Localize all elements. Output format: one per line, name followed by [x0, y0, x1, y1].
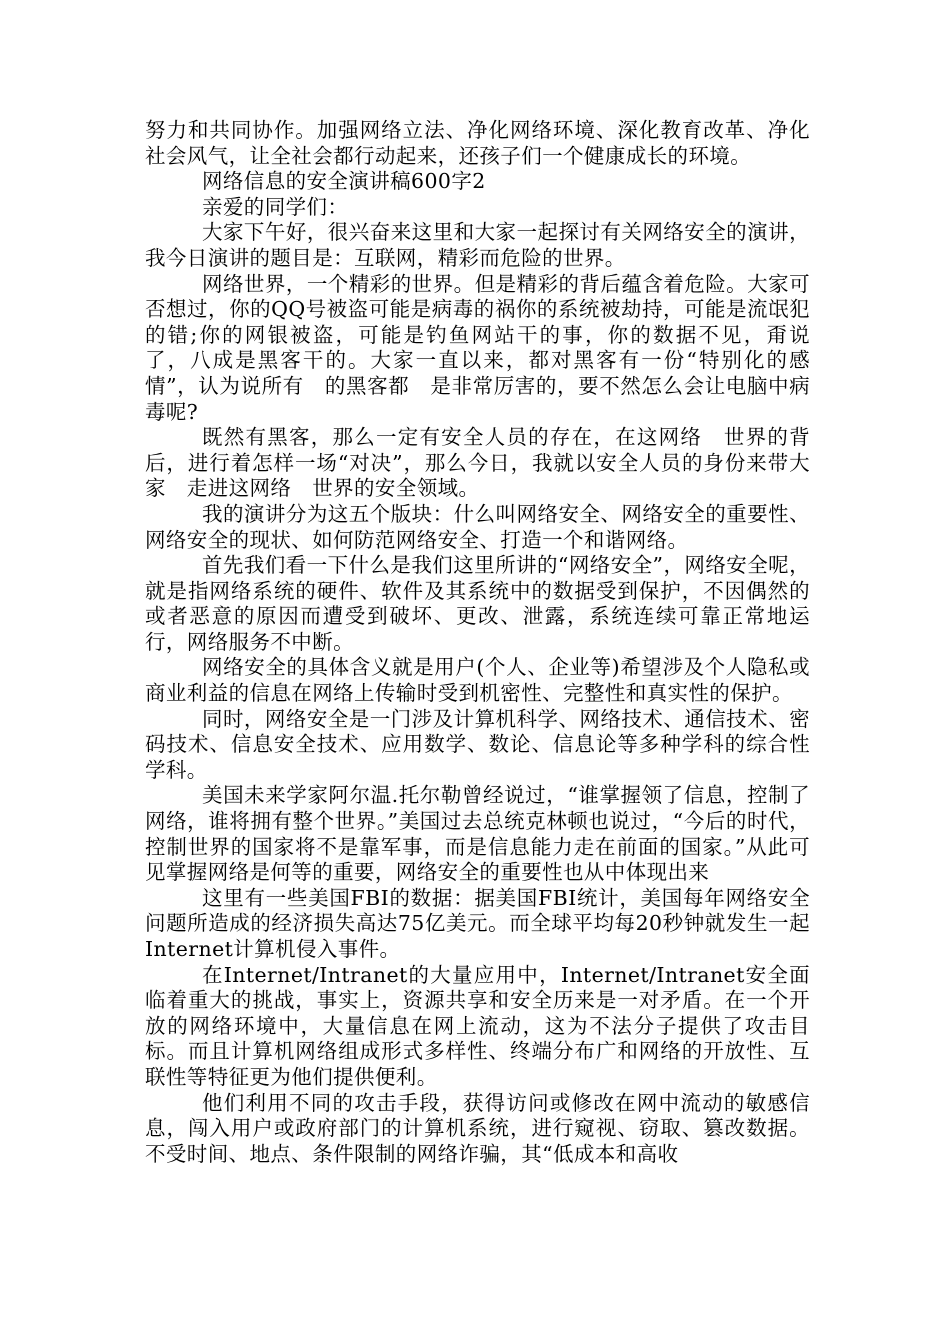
paragraph: 在Internet/Intranet的大量应用中，Internet/Intranet安全面临着重大的挑战，事实上，资源共享和安全历来是一对矛盾。在一个开放的网络环境中，大量信息在网上流动，这为不法分子提供了攻击目标。而且计算机网络组成形式多样性、终端分布广和网络的开放性、互联性等特征更为他们提供便利。 [145, 962, 810, 1089]
salutation: 亲爱的同学们： [202, 194, 349, 219]
document-page [145, 118, 831, 1167]
paragraph: 大家下午好，很兴奋来这里和大家一起探讨有关网络安全的演讲，我今日演讲的题目是：互联网，精彩而危险的世界。 [145, 220, 810, 270]
paragraph: 他们利用不同的攻击手段，获得访问或修改在网中流动的敏感信息，闯入用户或政府部门的计算机系统，进行窥视、窃取、篡改数据。不受时间、地点、条件限制的网络诈骗，其“低成本和高收 [145, 1090, 810, 1166]
paragraph: 美国未来学家阿尔温.托尔勒曾经说过，“谁掌握领了信息，控制了网络，谁将拥有整个世界。”美国过去总统克林顿也说过，“今后的时代，控制世界的国家将不是靠军事，而是信息能力走在前面的国家。”从此可见掌握网络是何等的重要，网络安全的重要性也从中体现出来 [145, 783, 810, 885]
paragraph: 既然有黑客，那么一定有安全人员的存在，在这网络 世界的背后，进行着怎样一场“对决”，那么今日，我就以安全人员的身份来带大家 走进这网络 世界的安全领域。 [145, 425, 810, 501]
paragraph-continuation: 努力和共同协作。加强网络立法、净化网络环境、深化教育改革、净化社会风气，让全社会都行动起来，还孩子们一个健康成长的环境。 [145, 118, 810, 168]
section-heading: 网络信息的安全演讲稿600字2 [202, 169, 486, 194]
paragraph: 这里有一些美国FBI的数据：据美国FBI统计，美国每年网络安全问题所造成的经济损失高达75亿美元。而全球平均每20秒钟就发生一起Internet计算机侵入事件。 [145, 885, 810, 961]
paragraph: 网络世界，一个精彩的世界。但是精彩的背后蕴含着危险。大家可否想过，你的QQ号被盗可能是病毒的祸你的系统被劫持，可能是流氓犯的错;你的网银被盗，可能是钓鱼网站干的事，你的数据不见，甭说 了，八成是黑客干的。大家一直以来，都对黑客有一份“特别化的感情”，认为说所有 的黑客都 是非常厉害的，要不然怎么会让电脑中病毒呢? [145, 271, 831, 424]
paragraph: 网络安全的具体含义就是用户(个人、企业等)希望涉及个人隐私或商业利益的信息在网络上传输时受到机密性、完整性和真实性的保护。 [145, 655, 810, 706]
paragraph: 首先我们看一下什么是我们这里所讲的“网络安全”，网络安全呢，就是指网络系统的硬件、软件及其系统中的数据受到保护，不因偶然的或者恶意的原因而遭受到破坏、更改、泄露，系统连续可靠正常地运行，网络服务不中断。 [145, 553, 810, 654]
paragraph: 我的演讲分为这五个版块：什么叫网络安全、网络安全的重要性、网络安全的现状、如何防范网络安全、打造一个和谐网络。 [145, 501, 810, 552]
paragraph: 同时，网络安全是一门涉及计算机科学、网络技术、通信技术、密码技术、信息安全技术、应用数学、数论、信息论等多种学科的综合性学科。 [145, 706, 810, 782]
